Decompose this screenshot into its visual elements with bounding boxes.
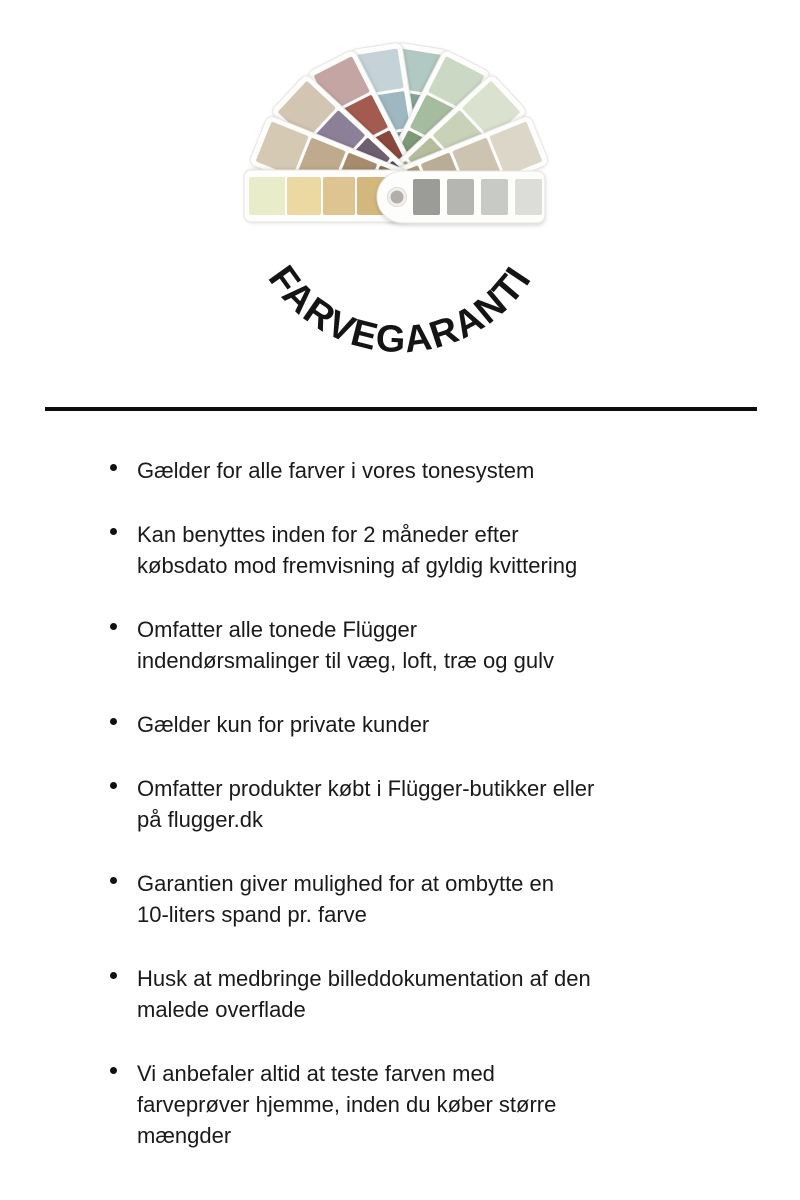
bullet-icon xyxy=(110,782,117,789)
list-item-text: Husk at medbringe billeddokumentation af den malede overflade xyxy=(137,966,591,1022)
bullet-icon xyxy=(110,972,117,979)
list-item-text: Vi anbefaler altid at teste farven med farveprøver hjemme, inden du køber større mængder xyxy=(137,1061,557,1148)
list-item-text: Garantien giver mulighed for at ombytte en 10-liters spand pr. farve xyxy=(137,871,555,927)
bullet-icon xyxy=(110,1067,117,1074)
color-guarantee-logo xyxy=(240,40,560,370)
list-item xyxy=(110,868,726,930)
list-item xyxy=(110,773,726,835)
bullet-icon xyxy=(110,528,117,535)
rivet-icon xyxy=(388,188,407,207)
guarantee-list xyxy=(110,455,726,1184)
color-fan-logo xyxy=(240,40,560,370)
brand-arc-text: FARVEGARANTI xyxy=(259,258,541,362)
bullet-icon xyxy=(110,877,117,884)
list-item-text: Gælder for alle farver i vores tonesystem xyxy=(137,458,535,483)
list-item-text: Gælder kun for private kunder xyxy=(137,712,430,737)
bullet-icon xyxy=(110,464,117,471)
list-item-text: Omfatter alle tonede Flügger indendørsmalinger til væg, loft, træ og gulv xyxy=(137,617,554,673)
list-item xyxy=(110,963,726,1025)
divider-rule xyxy=(45,407,757,411)
list-item xyxy=(110,455,726,486)
color-fan-icon xyxy=(244,42,550,223)
list-item-text: Omfatter produkter købt i Flügger-butikker eller på flugger.dk xyxy=(137,776,595,832)
list-item-text: Kan benyttes inden for 2 måneder efter købsdato mod fremvisning af gyldig kvittering xyxy=(137,522,578,578)
bullet-icon xyxy=(110,623,117,630)
list-item xyxy=(110,519,726,581)
list-item xyxy=(110,709,726,740)
bullet-icon xyxy=(110,718,117,725)
fan-front-blade xyxy=(377,171,545,223)
list-item xyxy=(110,1058,726,1151)
list-item xyxy=(110,614,726,676)
